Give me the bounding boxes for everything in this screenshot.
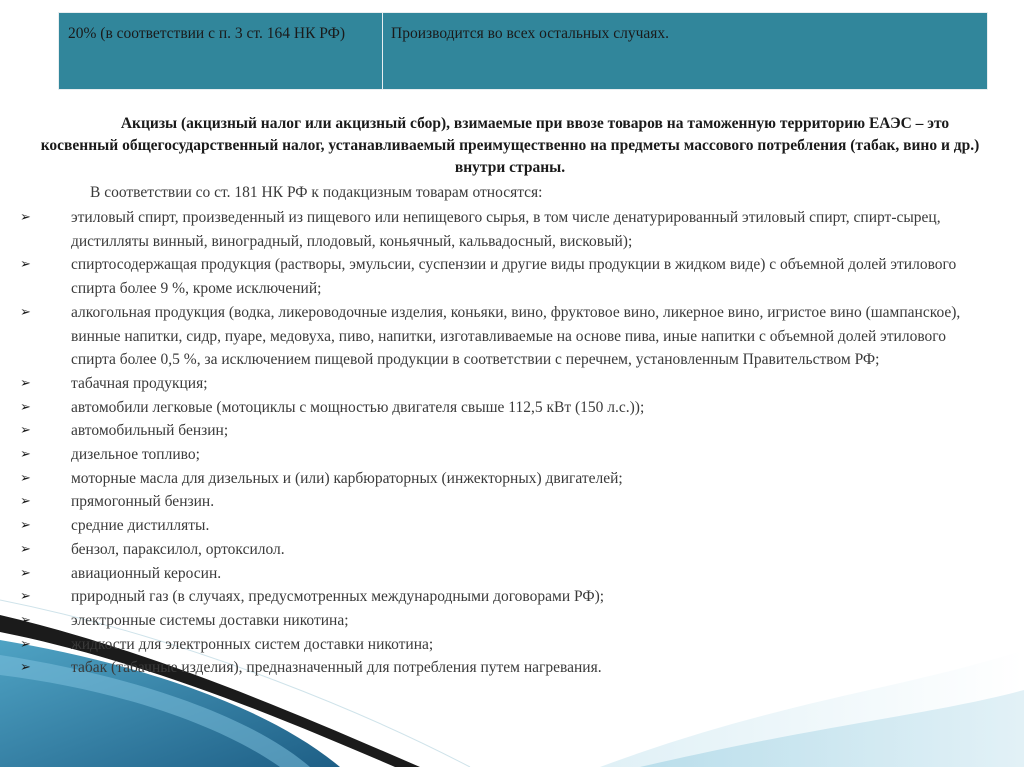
arrow-bullet-icon: ➢ <box>20 210 31 225</box>
list-item-text: прямогонный бензин. <box>71 493 215 511</box>
list-item-text: табак (табачные изделия), предназначенный для потребления путем нагревания. <box>71 659 602 677</box>
list-item-text: этиловый спирт, произведенный из пищевого или непищевого сырья, в том числе денатурированный этиловый спирт, спирт-сырец, дистилляты винный, виноградный, плодовый, коньячный, кальвадосный, висковый); <box>71 209 941 250</box>
list-item-text: спиртосодержащая продукция (растворы, эмульсии, суспензии и другие виды продукции в жидком виде) с объемной долей этилового спирта более 9 %, кроме исключений; <box>71 256 957 298</box>
list-item <box>20 372 985 396</box>
list-item-text: моторные масла для дизельных и (или) карбюраторных (инжекторных) двигателей; <box>71 469 623 487</box>
arrow-bullet-icon: ➢ <box>20 447 31 463</box>
excise-goods-intro: В соответствии со ст. 181 НК РФ к подакцизным товарам относятся: <box>90 184 543 201</box>
arrow-bullet-icon: ➢ <box>20 470 31 486</box>
list-item <box>20 562 985 586</box>
list-item-text: табачная продукция; <box>71 374 208 392</box>
arrow-bullet-icon: ➢ <box>20 541 31 557</box>
excise-goods-list <box>20 206 985 680</box>
list-item <box>20 538 985 562</box>
tax-rate-table <box>58 12 988 90</box>
arrow-bullet-icon: ➢ <box>20 589 31 605</box>
list-item <box>20 443 985 467</box>
excise-definition-heading <box>40 113 980 179</box>
list-item <box>20 656 985 680</box>
list-item <box>20 514 985 538</box>
arrow-bullet-icon: ➢ <box>20 518 31 534</box>
arrow-bullet-icon: ➢ <box>20 636 31 652</box>
list-item <box>20 490 985 514</box>
list-item <box>20 301 985 372</box>
list-item <box>20 633 985 657</box>
arrow-bullet-icon: ➢ <box>20 565 31 581</box>
list-item-text: жидкости для электронных систем доставки никотина; <box>71 635 434 653</box>
list-item-text: природный газ (в случаях, предусмотренных международными договорами РФ); <box>71 588 605 606</box>
list-item-text: электронные системы доставки никотина; <box>71 611 349 629</box>
condition-cell: Производится во всех остальных случаях. <box>383 13 988 90</box>
heading-text: Акцизы (акцизный налог или акцизный сбор), взимаемые при ввозе товаров на таможенную территорию ЕАЭС – это косвенный общегосударственный налог, устанавливаемый преимущественно на предметы массового потребления (табак, вино и др.) внутри страны. <box>40 115 980 176</box>
list-item-text: автомобильный бензин; <box>71 422 229 440</box>
arrow-bullet-icon: ➢ <box>20 375 31 391</box>
arrow-bullet-icon: ➢ <box>20 494 31 510</box>
list-item-text: алкогольная продукция (водка, ликероводочные изделия, коньяки, вино, фруктовое вино, ликерное вино, игристое вино (шампанское), винные напитки, сидр, пуаре, медовуха, пиво, напитки, изготавливаемые на основе пива, иные напитки с объемной долей этилового спирта более 0,5 %, за исключением пищевой продукции в соответствии с перечнем, установленным Правительством РФ; <box>71 303 961 369</box>
table-row <box>59 13 988 90</box>
list-item <box>20 467 985 491</box>
arrow-bullet-icon: ➢ <box>20 612 31 628</box>
list-item <box>20 585 985 609</box>
list-item-text: средние дистилляты. <box>71 517 210 535</box>
list-item <box>20 609 985 633</box>
list-item <box>20 206 985 253</box>
list-item <box>20 419 985 443</box>
list-item-text: автомобили легковые (мотоциклы с мощностью двигателя свыше 112,5 кВт (150 л.с.)); <box>71 398 645 416</box>
arrow-bullet-icon: ➢ <box>20 304 31 320</box>
list-item <box>20 253 985 300</box>
arrow-bullet-icon: ➢ <box>20 423 31 439</box>
arrow-bullet-icon: ➢ <box>20 399 31 415</box>
list-item <box>20 396 985 420</box>
arrow-bullet-icon: ➢ <box>20 660 31 676</box>
arrow-bullet-icon: ➢ <box>20 257 31 273</box>
rate-cell: 20% (в соответствии с п. 3 ст. 164 НК РФ) <box>59 13 383 90</box>
list-item-text: авиационный керосин. <box>71 564 222 582</box>
list-item-text: бензол, параксилол, ортоксилол. <box>71 540 285 558</box>
list-item-text: дизельное топливо; <box>71 446 200 464</box>
